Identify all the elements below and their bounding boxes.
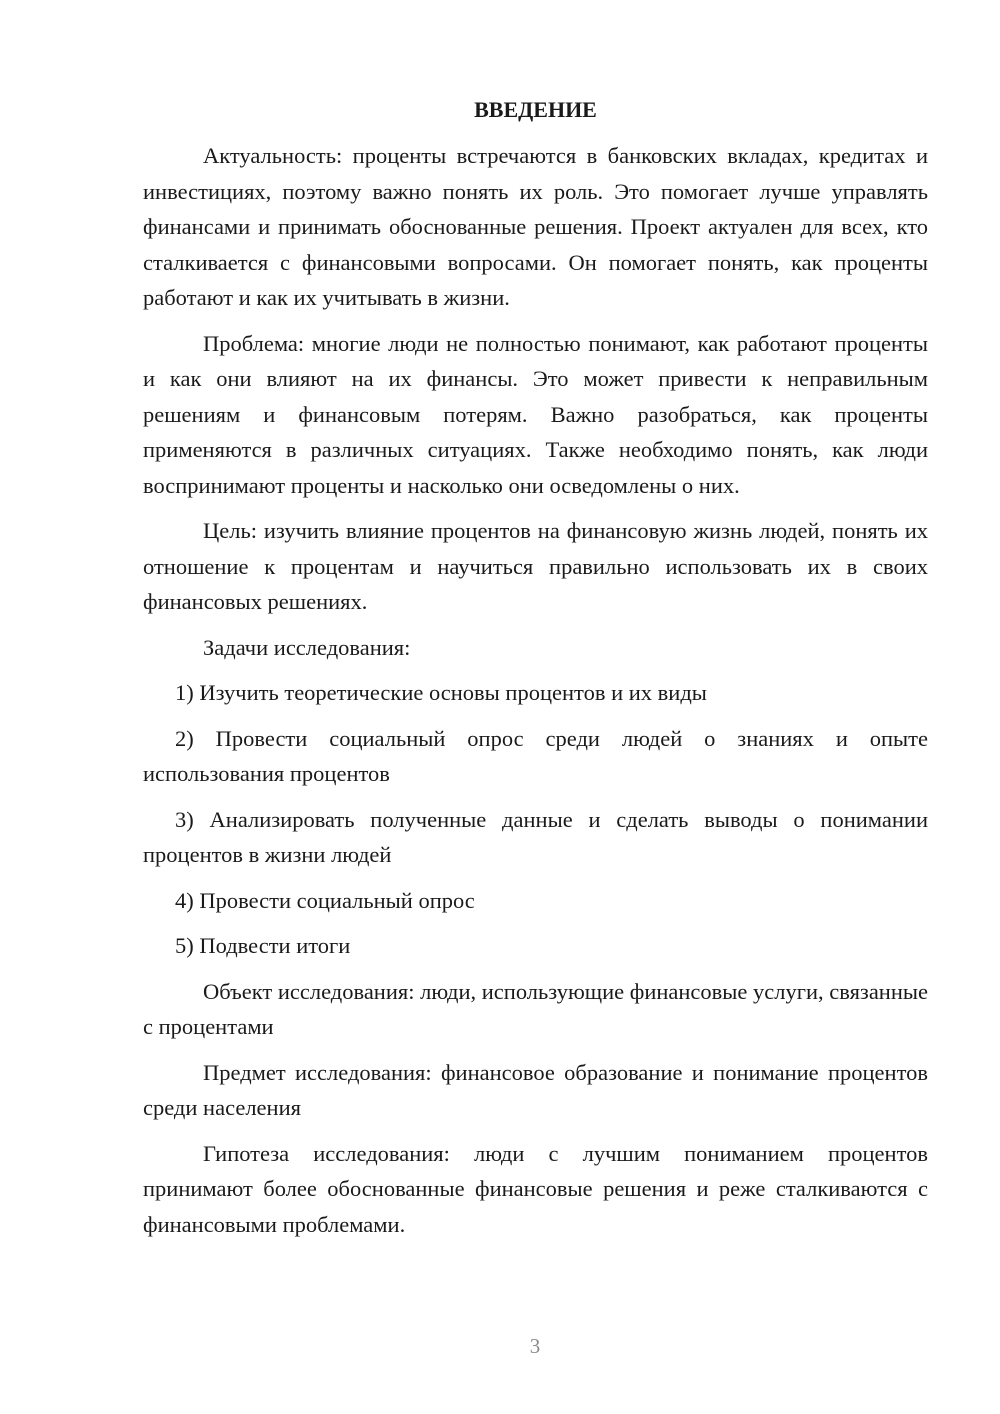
paragraph-relevance: Актуальность: проценты встречаются в банковских вкладах, кредитах и инвестициях, поэтому важно понять их роль. Это помогает лучше управлять финансами и принимать обоснованные решения. Проект актуален для всех, кто сталкивается с финансовыми вопросами. Он помогает понять, как проценты работают и как их учитывать в жизни.: [143, 143, 928, 310]
paragraph-hypothesis: Гипотеза исследования: люди с лучшим пониманием процентов принимают более обоснованные финансовые решения и реже сталкиваются с финансовыми проблемами.: [143, 1140, 928, 1237]
paragraph-goal: Цель: изучить влияние процентов на финансовую жизнь людей, понять их отношение к процентам и научиться правильно использовать их в своих финансовых решениях.: [143, 518, 928, 614]
page-content: [143, 96, 928, 1252]
page-title: ВВЕДЕНИЕ: [474, 97, 597, 122]
tasks-heading: Задачи исследования:: [203, 634, 411, 660]
paragraph-problem: Проблема: многие люди не полностью понимают, как работают проценты и как они влияют на их финансы. Это может привести к неправильным решениям и финансовым потерям. Важно разобраться, как проценты применяются в различных ситуациях. Также необходимо понять, как люди воспринимают проценты и насколько они осведомлены о них.: [143, 330, 928, 498]
task-item-1: 1) Изучить теоретические основы процентов и их виды: [175, 680, 707, 705]
task-item-2: 2) Провести социальный опрос среди людей о знаниях и опыте использования процентов: [143, 725, 928, 786]
task-item-5: 5) Подвести итоги: [175, 933, 351, 958]
page-number: 3: [529, 1334, 541, 1358]
paragraph-subject: Предмет исследования: финансовое образование и понимание процентов среди населения: [143, 1059, 928, 1120]
task-item-3: 3) Анализировать полученные данные и сделать выводы о понимании процентов в жизни людей: [143, 806, 928, 867]
paragraph-object: Объект исследования: люди, использующие финансовые услуги, связанные с процентами: [143, 978, 928, 1039]
task-item-4: 4) Провести социальный опрос: [175, 887, 475, 913]
